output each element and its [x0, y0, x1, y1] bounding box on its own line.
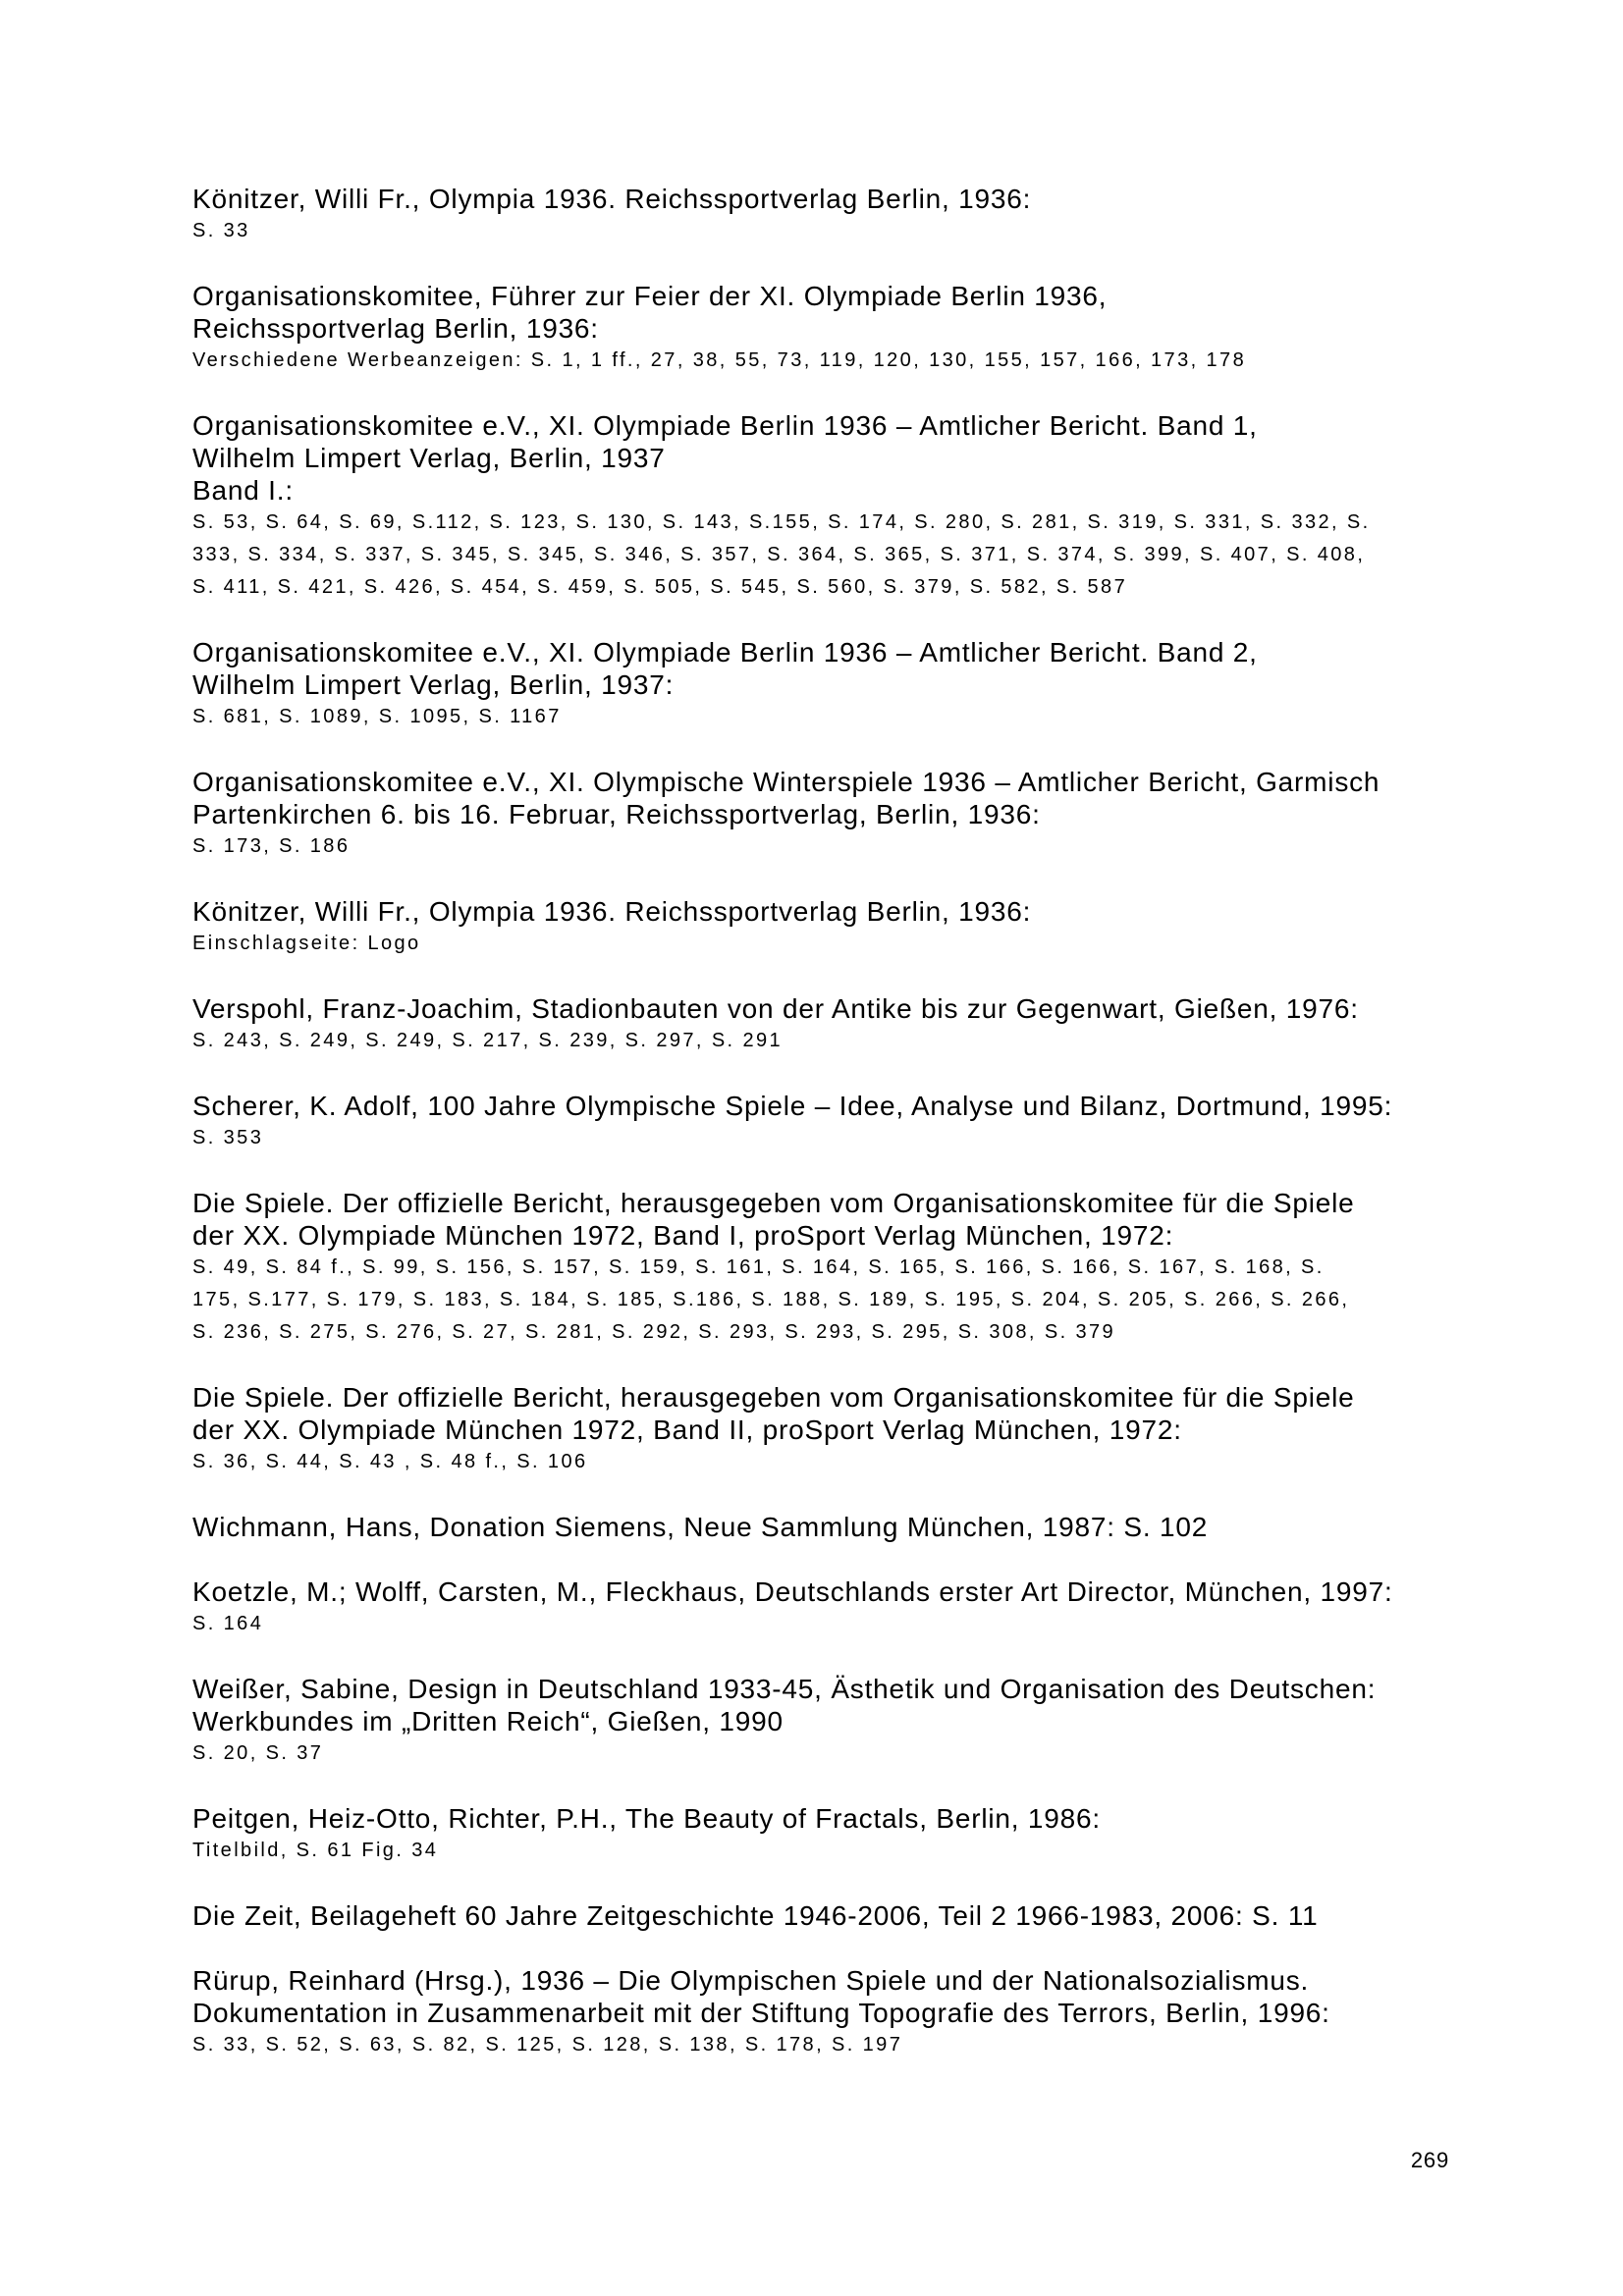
heading-line: Wichmann, Hans, Donation Siemens, Neue Sammlung München, 1987: S. 102: [192, 1512, 1209, 1542]
detail-line: S. 236, S. 275, S. 276, S. 27, S. 281, S. 292, S. 293, S. 293, S. 295, S. 308, S. 379: [192, 1321, 1116, 1343]
bibliography-entry: [192, 1899, 1449, 1932]
detail-line: S. 53, S. 64, S. 69, S.112, S. 123, S. 130, S. 143, S.155, S. 174, S. 280, S. 281, S. 319, S. 331, S. 332, S.: [192, 511, 1371, 533]
heading-line: der XX. Olympiade München 1972, Band II, proSport Verlag München, 1972:: [192, 1415, 1182, 1445]
heading-line: Könitzer, Willi Fr., Olympia 1936. Reichssportverlag Berlin, 1936:: [192, 184, 1032, 214]
detail-line: Titelbild, S. 61 Fig. 34: [192, 1840, 439, 1861]
heading-line: Wilhelm Limpert Verlag, Berlin, 1937:: [192, 669, 675, 700]
bibliography-entry: [192, 409, 1449, 604]
bibliography-entry: [192, 280, 1449, 377]
detail-line: S. 243, S. 249, S. 249, S. 217, S. 239, S. 297, S. 291: [192, 1030, 784, 1051]
bibliography-entry: [192, 1511, 1449, 1543]
heading-line: Koetzle, M.; Wolff, Carsten, M., Fleckhaus, Deutschlands erster Art Director, München, 1997:: [192, 1576, 1393, 1607]
detail-line: S. 33, S. 52, S. 63, S. 82, S. 125, S. 128, S. 138, S. 178, S. 197: [192, 2034, 903, 2056]
detail-line: Einschlagseite: Logo: [192, 933, 421, 954]
heading-line: Scherer, K. Adolf, 100 Jahre Olympische Spiele – Idee, Analyse und Bilanz, Dortmund, 1995:: [192, 1091, 1393, 1121]
heading-line: Partenkirchen 6. bis 16. Februar, Reichssportverlag, Berlin, 1936:: [192, 799, 1041, 829]
heading-line: Weißer, Sabine, Design in Deutschland 1933-45, Ästhetik und Organisation des Deutschen:: [192, 1674, 1377, 1704]
detail-line: 175, S.177, S. 179, S. 183, S. 184, S. 185, S.186, S. 188, S. 189, S. 195, S. 204, S. 205, S. 266, S. 266,: [192, 1289, 1350, 1310]
heading-line: Dokumentation in Zusammenarbeit mit der Stiftung Topografie des Terrors, Berlin, 1996:: [192, 1998, 1330, 2028]
detail-line: S. 353: [192, 1127, 264, 1148]
heading-line: Wilhelm Limpert Verlag, Berlin, 1937: [192, 443, 666, 473]
detail-line: Verschiedene Werbeanzeigen: S. 1, 1 ff., 27, 38, 55, 73, 119, 120, 130, 155, 157, 166, 173, 178: [192, 349, 1247, 371]
heading-line: Die Spiele. Der offizielle Bericht, herausgegeben vom Organisationskomitee für die Spiele: [192, 1188, 1355, 1218]
heading-line: Organisationskomitee e.V., XI. Olympiade Berlin 1936 – Amtlicher Bericht. Band 1,: [192, 410, 1258, 441]
page-number: 269: [1410, 2148, 1449, 2172]
detail-line: S. 20, S. 37: [192, 1742, 324, 1764]
heading-line: Organisationskomitee e.V., XI. Olympische Winterspiele 1936 – Amtlicher Bericht, Garmisch: [192, 767, 1380, 797]
bibliography-entry: [192, 183, 1449, 247]
heading-line: Die Zeit, Beilageheft 60 Jahre Zeitgeschichte 1946-2006, Teil 2 1966-1983, 2006: S. 11: [192, 1900, 1319, 1931]
heading-line: Verspohl, Franz-Joachim, Stadionbauten von der Antike bis zur Gegenwart, Gießen, 1976:: [192, 993, 1359, 1024]
bibliography-entry: [192, 1187, 1449, 1349]
bibliography-entry: [192, 1090, 1449, 1154]
heading-line: der XX. Olympiade München 1972, Band I, proSport Verlag München, 1972:: [192, 1220, 1174, 1251]
detail-line: 333, S. 334, S. 337, S. 345, S. 345, S. 346, S. 357, S. 364, S. 365, S. 371, S. 374, S. 399, S. 407, S. 408,: [192, 544, 1366, 565]
bibliography-entry: [192, 1673, 1449, 1770]
bibliography-list: [192, 183, 1449, 2061]
detail-line: S. 164: [192, 1613, 264, 1634]
heading-line: Die Spiele. Der offizielle Bericht, herausgegeben vom Organisationskomitee für die Spiele: [192, 1382, 1355, 1413]
heading-line: Band I.:: [192, 475, 294, 506]
heading-line: Peitgen, Heiz-Otto, Richter, P.H., The Beauty of Fractals, Berlin, 1986:: [192, 1803, 1101, 1834]
bibliography-entry: [192, 1964, 1449, 2061]
bibliography-entry: [192, 766, 1449, 863]
bibliography-entry: [192, 992, 1449, 1057]
bibliography-entry: [192, 1575, 1449, 1640]
detail-line: S. 173, S. 186: [192, 835, 351, 857]
heading-line: Reichssportverlag Berlin, 1936:: [192, 313, 599, 344]
heading-line: Rürup, Reinhard (Hrsg.), 1936 – Die Olympischen Spiele und der Nationalsozialismus.: [192, 1965, 1310, 1996]
heading-line: Werkbundes im „Dritten Reich“, Gießen, 1990: [192, 1706, 784, 1736]
bibliography-entry: [192, 895, 1449, 960]
bibliography-entry: [192, 636, 1449, 733]
bibliography-entry: [192, 1381, 1449, 1478]
heading-line: Könitzer, Willi Fr., Olympia 1936. Reichssportverlag Berlin, 1936:: [192, 896, 1032, 927]
detail-line: S. 411, S. 421, S. 426, S. 454, S. 459, S. 505, S. 545, S. 560, S. 379, S. 582, S. 587: [192, 576, 1128, 598]
detail-line: S. 49, S. 84 f., S. 99, S. 156, S. 157, S. 159, S. 161, S. 164, S. 165, S. 166, S. 166, S. 167, S. 168, S.: [192, 1256, 1325, 1278]
detail-line: S. 36, S. 44, S. 43 , S. 48 f., S. 106: [192, 1451, 588, 1472]
bibliography-entry: [192, 1802, 1449, 1867]
heading-line: Organisationskomitee, Führer zur Feier der XI. Olympiade Berlin 1936,: [192, 281, 1108, 311]
heading-line: Organisationskomitee e.V., XI. Olympiade Berlin 1936 – Amtlicher Bericht. Band 2,: [192, 637, 1258, 667]
detail-line: S. 33: [192, 220, 250, 241]
detail-line: S. 681, S. 1089, S. 1095, S. 1167: [192, 706, 562, 727]
